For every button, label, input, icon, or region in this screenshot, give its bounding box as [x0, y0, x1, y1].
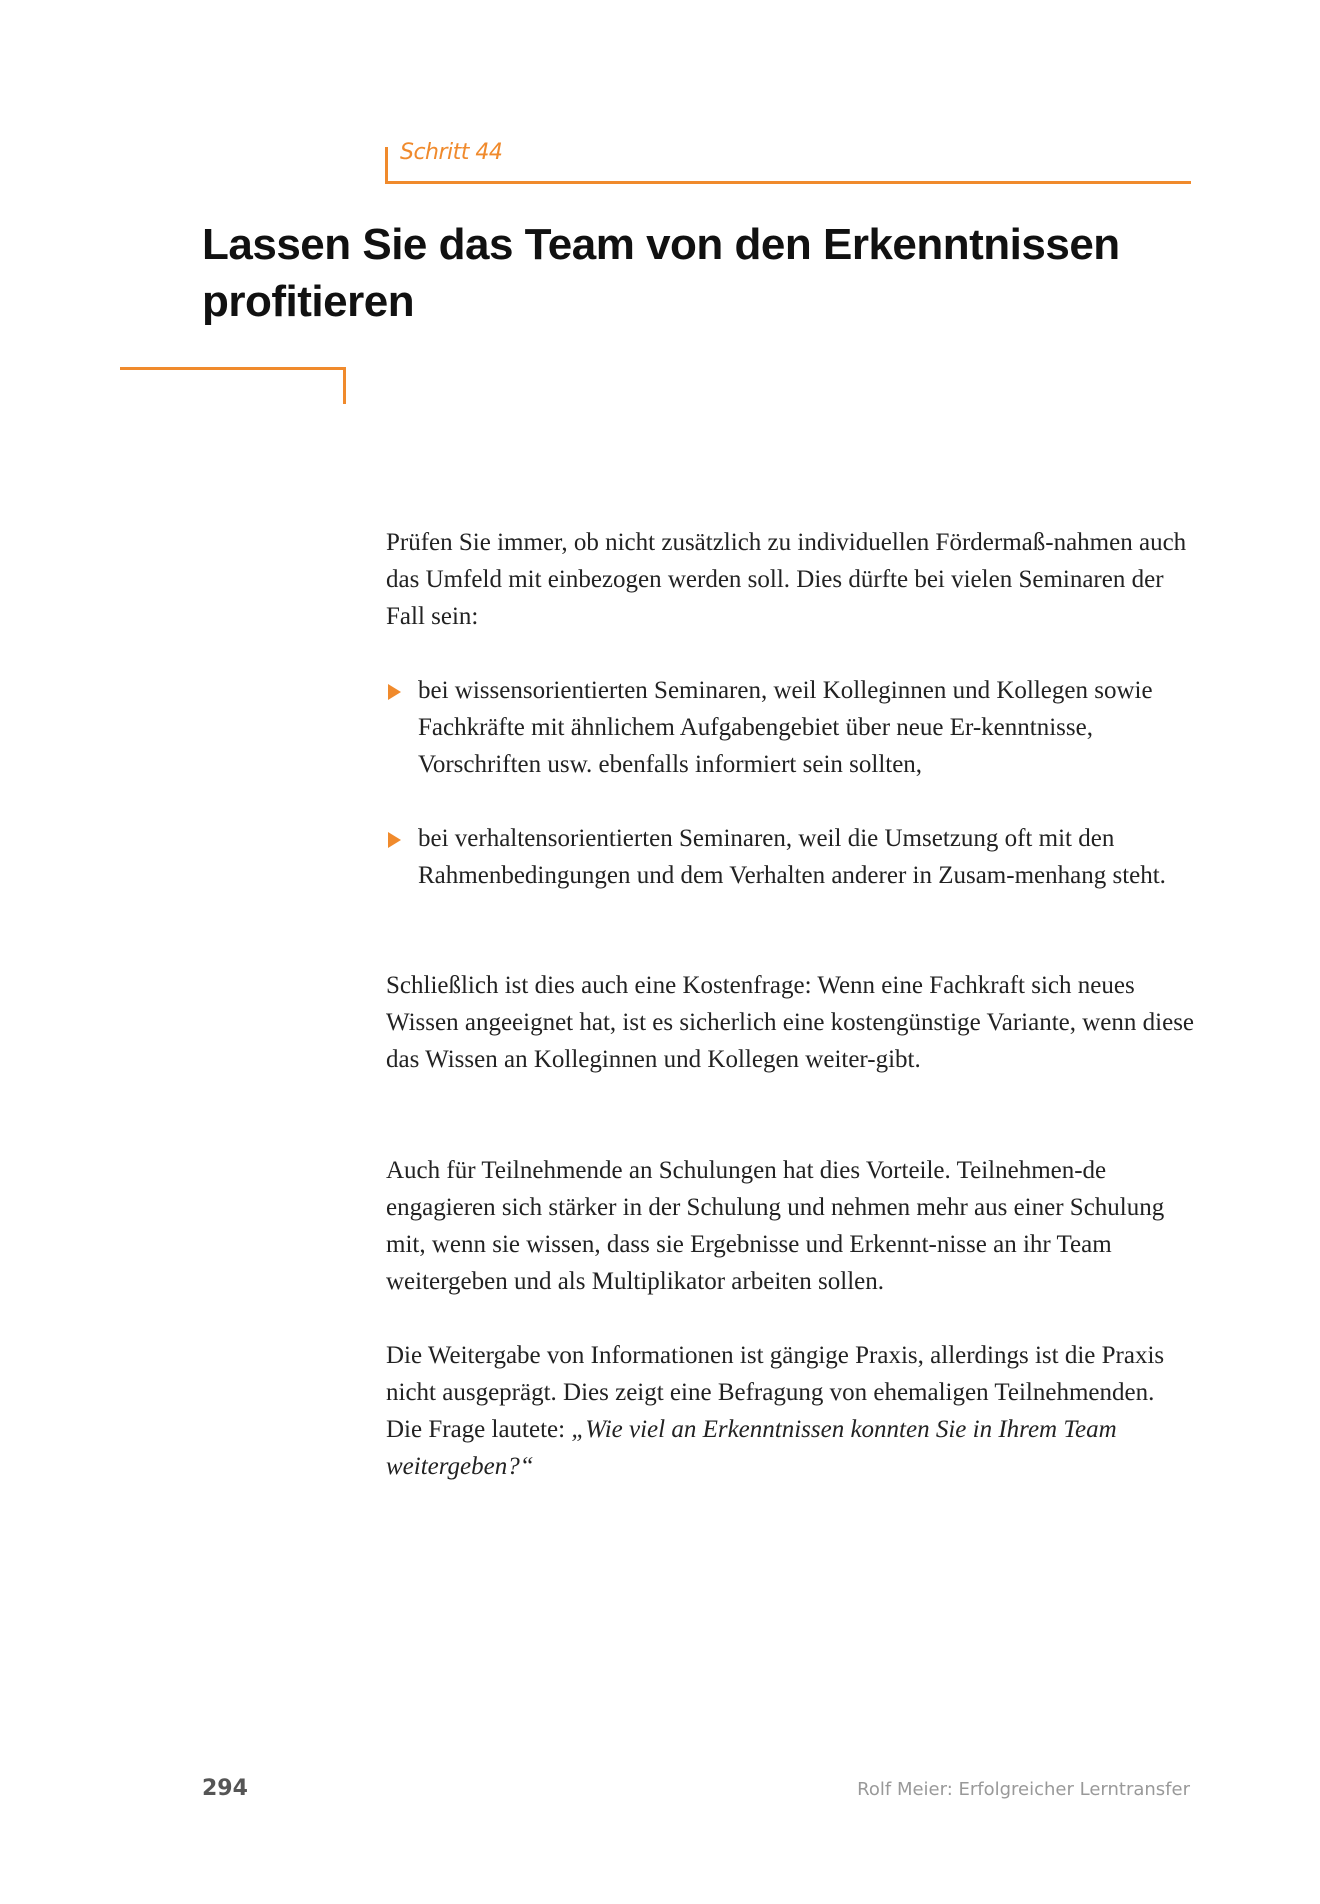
- page-number: 294: [202, 1776, 248, 1801]
- orange-triangle-bullet-icon: [388, 832, 401, 848]
- title-line-2: profitieren: [202, 277, 415, 326]
- bullet-text: bei wissensorientierten Seminaren, weil Kolleginnen und Kollegen sowie Fachkräfte mit ähnlichem Aufgabengebiet über neue Er-kenntnisse, Vorschriften usw. ebenfalls informiert sein sollten,: [418, 677, 1153, 778]
- step-bracket-vertical: [385, 147, 388, 184]
- survey-paragraph: [386, 1337, 1196, 1485]
- survey-text: [386, 1337, 1196, 1485]
- step-bracket-horizontal: [385, 181, 1191, 184]
- running-footer: Rolf Meier: Erfolgreicher Lerntransfer: [857, 1779, 1190, 1800]
- step-label: Schritt 44: [400, 140, 503, 165]
- bullet-list: [386, 672, 1196, 894]
- orange-triangle-bullet-icon: [388, 684, 401, 700]
- page-title: [202, 216, 1202, 330]
- title-bracket-vertical: [343, 367, 346, 404]
- intro-paragraph: [386, 524, 1196, 635]
- intro-text: Prüfen Sie immer, ob nicht zusätzlich zu individuellen Fördermaß-nahmen auch das Umfeld mit einbezogen werden soll. Dies dürfte bei vielen Seminaren der Fall sein:: [386, 529, 1187, 630]
- bullet-item: [386, 820, 1196, 894]
- costs-text: Schließlich ist dies auch eine Kostenfrage: Wenn eine Fachkraft sich neues Wissen angeeignet hat, ist es sicherlich eine kostengünstige Variante, wenn diese das Wissen an Kolleginnen und Kollegen weiter-gibt.: [386, 972, 1195, 1073]
- survey-question: „Wie viel an Erkenntnissen konnten Sie in Ihrem Team weitergeben?“: [386, 1416, 1117, 1480]
- title-bracket-horizontal: [120, 367, 346, 370]
- bullet-text: bei verhaltensorientierten Seminaren, weil die Umsetzung oft mit den Rahmenbedingungen und dem Verhalten anderer in Zusam-menhang steht.: [418, 825, 1166, 889]
- bullet-item: [386, 672, 1196, 783]
- survey-intro: Die Weitergabe von Informationen ist gängige Praxis, allerdings ist die Praxis nicht ausgeprägt. Dies zeigt eine Befragung von ehemaligen Teilnehmenden. Die Frage lautete:: [386, 1342, 1165, 1443]
- costs-paragraph: [386, 967, 1196, 1078]
- participants-text: Auch für Teilnehmende an Schulungen hat dies Vorteile. Teilnehmen-de engagieren sich stärker in der Schulung und nehmen mehr aus einer Schulung mit, wenn sie wissen, dass sie Ergebnisse und Erkennt-nisse an ihr Team weitergeben und als Multiplikator arbeiten sollen.: [386, 1157, 1165, 1295]
- title-line-1: Lassen Sie das Team von den Erkenntnissen: [202, 220, 1120, 269]
- participants-paragraph: [386, 1152, 1196, 1300]
